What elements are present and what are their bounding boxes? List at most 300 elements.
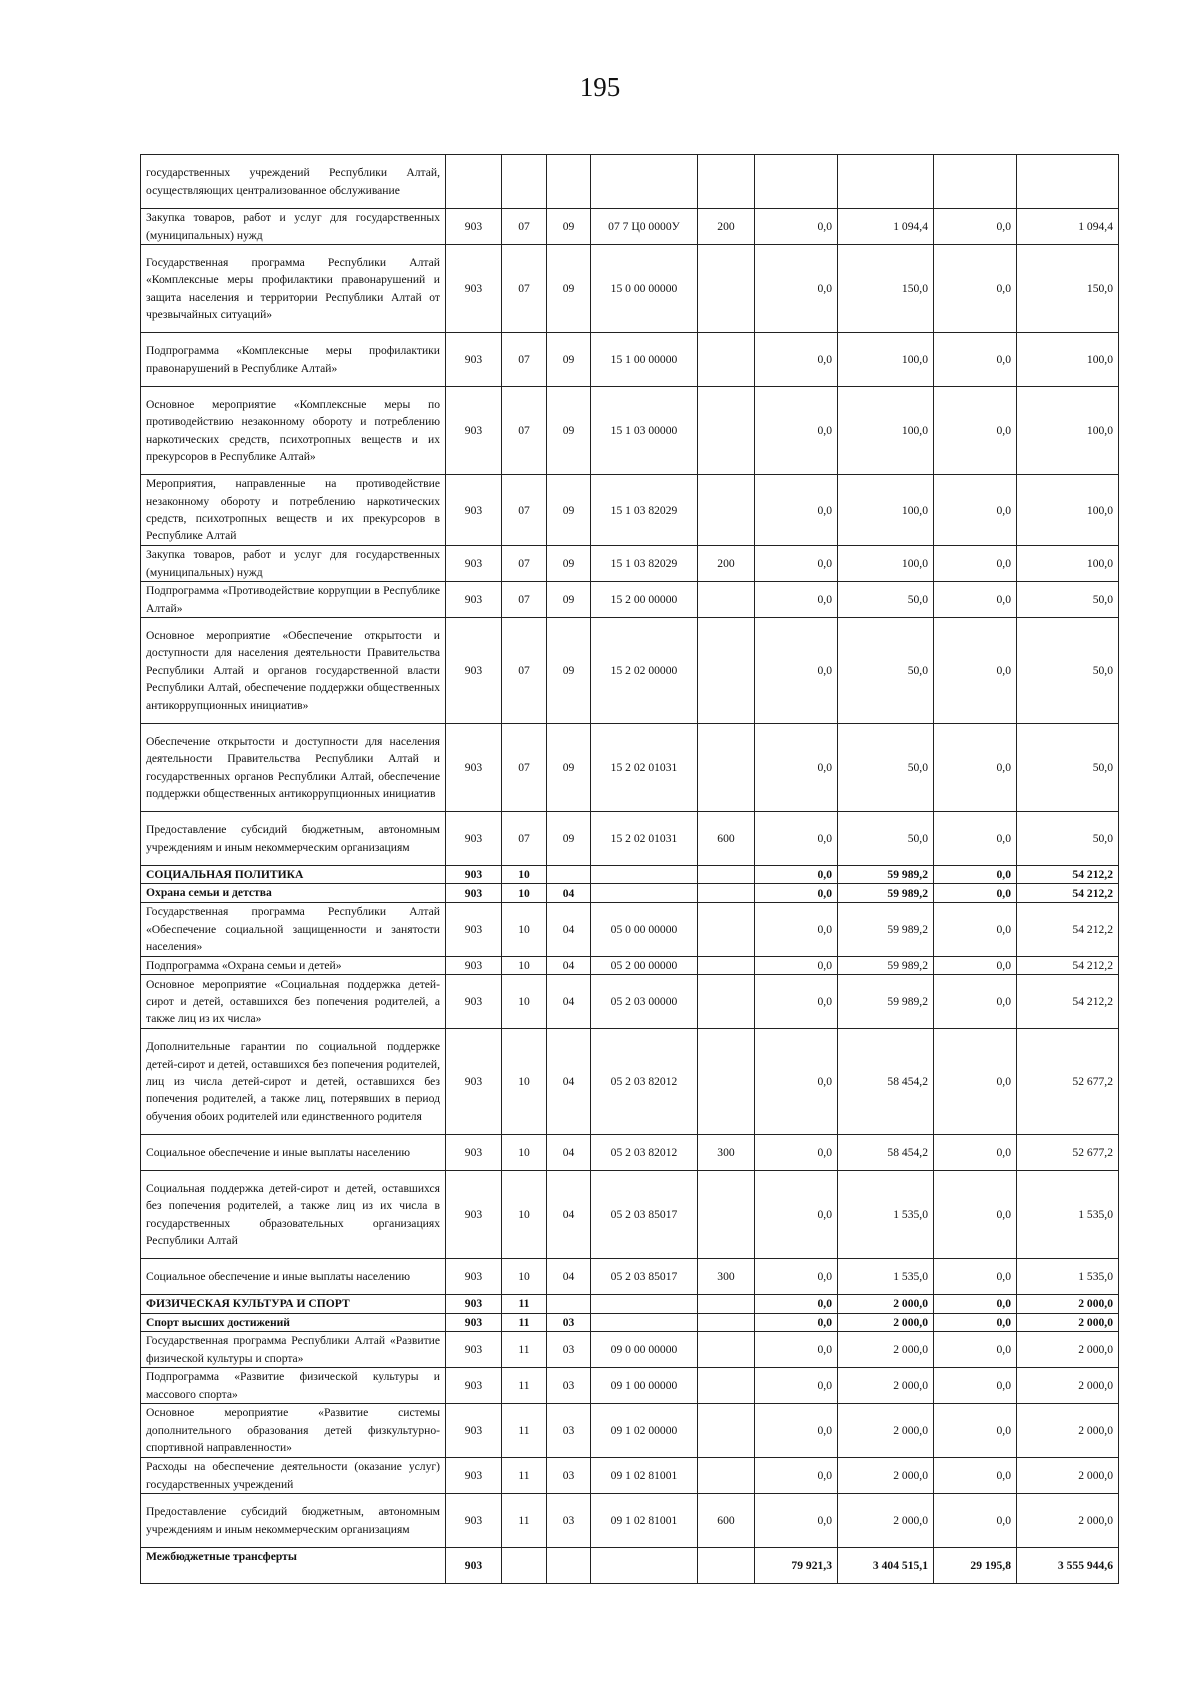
row-target-article-cell: 09 1 02 81001 <box>591 1494 698 1548</box>
row-value-2-cell: 59 989,2 <box>838 884 934 902</box>
row-section-cell: 10 <box>502 1259 547 1295</box>
row-ved-cell: 903 <box>446 475 502 546</box>
row-expense-type-cell <box>698 724 755 812</box>
row-value-2-cell: 1 094,4 <box>838 209 934 245</box>
row-target-article-cell: 15 1 03 82029 <box>591 546 698 582</box>
row-target-article-cell: 15 1 03 82029 <box>591 475 698 546</box>
row-value-2-cell: 150,0 <box>838 245 934 333</box>
row-name-cell: Государственная программа Республики Алтай «Обеспечение социальной защищенности и занятости населения» <box>141 902 446 956</box>
row-value-4-cell: 1 535,0 <box>1017 1259 1119 1295</box>
row-target-article-cell <box>591 1548 698 1584</box>
row-name-cell: Предоставление субсидий бюджетным, автономным учреждениям и иным некоммерческим организациям <box>141 1494 446 1548</box>
table-row <box>141 1332 1119 1368</box>
row-value-1-cell: 0,0 <box>755 1259 838 1295</box>
row-value-1-cell: 0,0 <box>755 1313 838 1331</box>
row-target-article-cell: 05 2 03 82012 <box>591 1135 698 1171</box>
row-expense-type-cell: 600 <box>698 1494 755 1548</box>
row-target-article-cell: 09 1 00 00000 <box>591 1368 698 1404</box>
row-name-cell: Обеспечение открытости и доступности для населения деятельности Правительства Республики Алтай и государственных органов Республики Алтай, обеспечение поддержки общественных антикоррупционных инициатив <box>141 724 446 812</box>
row-value-2-cell: 2 000,0 <box>838 1313 934 1331</box>
row-section-cell: 07 <box>502 209 547 245</box>
row-value-1-cell: 79 921,3 <box>755 1548 838 1584</box>
row-value-2-cell: 2 000,0 <box>838 1295 934 1313</box>
row-subsection-cell: 04 <box>547 1135 591 1171</box>
row-ved-cell <box>446 155 502 209</box>
row-expense-type-cell <box>698 1548 755 1584</box>
table-row <box>141 546 1119 582</box>
row-expense-type-cell <box>698 1458 755 1494</box>
row-value-3-cell: 0,0 <box>934 1494 1017 1548</box>
row-name-cell: Закупка товаров, работ и услуг для государственных (муниципальных) нужд <box>141 546 446 582</box>
row-section-cell: 07 <box>502 582 547 618</box>
table-row <box>141 1259 1119 1295</box>
row-subsection-cell: 09 <box>547 618 591 724</box>
row-target-article-cell <box>591 1295 698 1313</box>
row-section-cell: 10 <box>502 975 547 1029</box>
row-expense-type-cell: 300 <box>698 1259 755 1295</box>
row-value-2-cell: 3 404 515,1 <box>838 1548 934 1584</box>
row-expense-type-cell <box>698 1332 755 1368</box>
row-value-3-cell: 0,0 <box>934 1171 1017 1259</box>
row-target-article-cell: 07 7 Ц0 0000У <box>591 209 698 245</box>
row-target-article-cell: 15 2 00 00000 <box>591 582 698 618</box>
row-value-2-cell: 58 454,2 <box>838 1135 934 1171</box>
row-ved-cell: 903 <box>446 1548 502 1584</box>
row-section-cell <box>502 1548 547 1584</box>
row-subsection-cell: 09 <box>547 724 591 812</box>
row-subsection-cell <box>547 155 591 209</box>
row-subsection-cell: 04 <box>547 884 591 902</box>
row-value-2-cell: 2 000,0 <box>838 1368 934 1404</box>
row-name-cell: Подпрограмма «Развитие физической культуры и массового спорта» <box>141 1368 446 1404</box>
row-value-1-cell: 0,0 <box>755 582 838 618</box>
row-section-cell: 11 <box>502 1295 547 1313</box>
row-ved-cell: 903 <box>446 1368 502 1404</box>
row-value-1-cell: 0,0 <box>755 902 838 956</box>
page-number: 195 <box>579 72 621 102</box>
row-value-3-cell: 29 195,8 <box>934 1548 1017 1584</box>
row-value-1-cell: 0,0 <box>755 1135 838 1171</box>
row-value-2-cell: 100,0 <box>838 333 934 387</box>
row-subsection-cell: 04 <box>547 1171 591 1259</box>
row-ved-cell: 903 <box>446 1295 502 1313</box>
row-name-cell: Социальное обеспечение и иные выплаты населению <box>141 1135 446 1171</box>
table-row <box>141 866 1119 884</box>
row-value-3-cell: 0,0 <box>934 1404 1017 1458</box>
row-expense-type-cell <box>698 618 755 724</box>
row-value-1-cell: 0,0 <box>755 209 838 245</box>
row-value-4-cell: 100,0 <box>1017 546 1119 582</box>
row-section-cell: 10 <box>502 884 547 902</box>
row-target-article-cell <box>591 884 698 902</box>
row-section-cell: 07 <box>502 812 547 866</box>
row-target-article-cell <box>591 1313 698 1331</box>
row-ved-cell: 903 <box>446 1135 502 1171</box>
table-row <box>141 975 1119 1029</box>
row-value-3-cell: 0,0 <box>934 1295 1017 1313</box>
row-section-cell: 07 <box>502 724 547 812</box>
row-section-cell: 07 <box>502 618 547 724</box>
row-subsection-cell: 04 <box>547 1259 591 1295</box>
row-value-3-cell: 0,0 <box>934 866 1017 884</box>
row-value-1-cell: 0,0 <box>755 546 838 582</box>
row-value-2-cell: 2 000,0 <box>838 1458 934 1494</box>
row-value-1-cell: 0,0 <box>755 1458 838 1494</box>
row-target-article-cell: 15 2 02 01031 <box>591 812 698 866</box>
table-row <box>141 155 1119 209</box>
row-value-4-cell: 54 212,2 <box>1017 866 1119 884</box>
row-name-cell: Закупка товаров, работ и услуг для государственных (муниципальных) нужд <box>141 209 446 245</box>
row-value-4-cell: 54 212,2 <box>1017 975 1119 1029</box>
row-ved-cell: 903 <box>446 209 502 245</box>
row-value-4-cell: 100,0 <box>1017 387 1119 475</box>
row-value-1-cell: 0,0 <box>755 1494 838 1548</box>
row-target-article-cell: 15 0 00 00000 <box>591 245 698 333</box>
row-value-2-cell: 58 454,2 <box>838 1029 934 1135</box>
row-name-cell: Мероприятия, направленные на противодействие незаконному обороту и потреблению наркотических средств, психотропных веществ и их прекурсоров в Республике Алтай <box>141 475 446 546</box>
row-value-1-cell: 0,0 <box>755 866 838 884</box>
row-subsection-cell <box>547 1548 591 1584</box>
row-ved-cell: 903 <box>446 618 502 724</box>
row-subsection-cell: 03 <box>547 1404 591 1458</box>
table-row <box>141 724 1119 812</box>
row-value-1-cell: 0,0 <box>755 1029 838 1135</box>
row-value-4-cell: 2 000,0 <box>1017 1368 1119 1404</box>
row-expense-type-cell <box>698 155 755 209</box>
row-section-cell: 07 <box>502 546 547 582</box>
row-expense-type-cell <box>698 1368 755 1404</box>
row-ved-cell: 903 <box>446 902 502 956</box>
row-section-cell: 11 <box>502 1368 547 1404</box>
row-target-article-cell: 05 2 03 85017 <box>591 1259 698 1295</box>
table-row <box>141 475 1119 546</box>
row-value-2-cell: 100,0 <box>838 387 934 475</box>
row-section-cell: 11 <box>502 1458 547 1494</box>
row-name-cell: СОЦИАЛЬНАЯ ПОЛИТИКА <box>141 866 446 884</box>
row-value-3-cell <box>934 155 1017 209</box>
row-value-4-cell: 2 000,0 <box>1017 1295 1119 1313</box>
table-row <box>141 387 1119 475</box>
row-value-4-cell: 1 094,4 <box>1017 209 1119 245</box>
row-value-4-cell: 3 555 944,6 <box>1017 1548 1119 1584</box>
row-subsection-cell: 04 <box>547 956 591 974</box>
row-value-1-cell: 0,0 <box>755 956 838 974</box>
row-ved-cell: 903 <box>446 387 502 475</box>
row-value-3-cell: 0,0 <box>934 1458 1017 1494</box>
row-subsection-cell: 04 <box>547 1029 591 1135</box>
row-name-cell: Государственная программа Республики Алтай «Комплексные меры профилактики правонарушений и защита населения и территории Республики Алтай от чрезвычайных ситуаций» <box>141 245 446 333</box>
table-row <box>141 209 1119 245</box>
row-name-cell: Подпрограмма «Комплексные меры профилактики правонарушений в Республике Алтай» <box>141 333 446 387</box>
row-target-article-cell <box>591 155 698 209</box>
row-section-cell: 07 <box>502 387 547 475</box>
row-value-4-cell: 50,0 <box>1017 724 1119 812</box>
row-value-1-cell: 0,0 <box>755 1171 838 1259</box>
row-name-cell: Основное мероприятие «Обеспечение открытости и доступности для населения деятельности Правительства Республики Алтай и органов государственной власти Республики Алтай, обеспечение поддержки общественных антикоррупционных инициатив» <box>141 618 446 724</box>
row-section-cell: 10 <box>502 956 547 974</box>
row-value-2-cell: 100,0 <box>838 475 934 546</box>
row-ved-cell: 903 <box>446 1313 502 1331</box>
row-value-3-cell: 0,0 <box>934 956 1017 974</box>
budget-table-body <box>141 155 1119 1584</box>
row-ved-cell: 903 <box>446 245 502 333</box>
row-value-4-cell: 2 000,0 <box>1017 1404 1119 1458</box>
table-row <box>141 618 1119 724</box>
row-name-cell: Межбюджетные трансферты <box>141 1548 446 1584</box>
row-subsection-cell: 04 <box>547 902 591 956</box>
row-value-1-cell: 0,0 <box>755 333 838 387</box>
row-value-4-cell: 2 000,0 <box>1017 1494 1119 1548</box>
row-target-article-cell: 05 2 00 00000 <box>591 956 698 974</box>
row-name-cell: Дополнительные гарантии по социальной поддержке детей-сирот и детей, оставшихся без попечения родителей, лиц из числа детей-сирот и детей, оставшихся без попечения родителей, а также лиц, потерявших в период обучения обоих родителей или единственного родителя <box>141 1029 446 1135</box>
row-expense-type-cell: 300 <box>698 1135 755 1171</box>
row-subsection-cell: 09 <box>547 475 591 546</box>
row-ved-cell: 903 <box>446 975 502 1029</box>
row-value-4-cell: 54 212,2 <box>1017 956 1119 974</box>
row-value-3-cell: 0,0 <box>934 333 1017 387</box>
row-value-1-cell: 0,0 <box>755 1332 838 1368</box>
row-subsection-cell: 09 <box>547 245 591 333</box>
row-value-4-cell: 2 000,0 <box>1017 1458 1119 1494</box>
row-value-4-cell: 100,0 <box>1017 333 1119 387</box>
row-value-1-cell: 0,0 <box>755 1404 838 1458</box>
row-target-article-cell: 05 0 00 00000 <box>591 902 698 956</box>
row-ved-cell: 903 <box>446 1171 502 1259</box>
row-value-1-cell: 0,0 <box>755 884 838 902</box>
row-name-cell: Основное мероприятие «Комплексные меры по противодействию незаконному обороту и потреблению наркотических средств, психотропных веществ и их прекурсоров в Республике Алтай» <box>141 387 446 475</box>
row-value-1-cell: 0,0 <box>755 475 838 546</box>
row-name-cell: Социальное обеспечение и иные выплаты населению <box>141 1259 446 1295</box>
table-row <box>141 333 1119 387</box>
row-value-3-cell: 0,0 <box>934 724 1017 812</box>
row-name-cell: Спорт высших достижений <box>141 1313 446 1331</box>
row-expense-type-cell <box>698 1029 755 1135</box>
row-ved-cell: 903 <box>446 546 502 582</box>
row-ved-cell: 903 <box>446 1494 502 1548</box>
row-value-4-cell <box>1017 155 1119 209</box>
row-target-article-cell: 09 0 00 00000 <box>591 1332 698 1368</box>
row-name-cell: Государственная программа Республики Алтай «Развитие физической культуры и спорта» <box>141 1332 446 1368</box>
row-target-article-cell: 09 1 02 00000 <box>591 1404 698 1458</box>
row-value-1-cell: 0,0 <box>755 245 838 333</box>
table-row <box>141 1171 1119 1259</box>
row-value-2-cell <box>838 155 934 209</box>
row-value-2-cell: 100,0 <box>838 546 934 582</box>
row-expense-type-cell <box>698 902 755 956</box>
row-name-cell: Подпрограмма «Противодействие коррупции в Республике Алтай» <box>141 582 446 618</box>
row-ved-cell: 903 <box>446 1259 502 1295</box>
row-value-1-cell: 0,0 <box>755 1295 838 1313</box>
row-ved-cell: 903 <box>446 1458 502 1494</box>
table-row <box>141 1494 1119 1548</box>
row-value-2-cell: 2 000,0 <box>838 1494 934 1548</box>
row-value-2-cell: 50,0 <box>838 812 934 866</box>
row-value-3-cell: 0,0 <box>934 902 1017 956</box>
row-target-article-cell: 15 1 00 00000 <box>591 333 698 387</box>
row-subsection-cell: 09 <box>547 812 591 866</box>
row-subsection-cell: 03 <box>547 1494 591 1548</box>
row-name-cell: Подпрограмма «Охрана семьи и детей» <box>141 956 446 974</box>
row-target-article-cell: 15 2 02 01031 <box>591 724 698 812</box>
row-section-cell: 10 <box>502 866 547 884</box>
row-target-article-cell: 15 2 02 00000 <box>591 618 698 724</box>
row-value-4-cell: 2 000,0 <box>1017 1313 1119 1331</box>
row-section-cell <box>502 155 547 209</box>
row-value-3-cell: 0,0 <box>934 1332 1017 1368</box>
row-ved-cell: 903 <box>446 1332 502 1368</box>
row-expense-type-cell <box>698 1313 755 1331</box>
row-value-3-cell: 0,0 <box>934 1135 1017 1171</box>
budget-table <box>140 154 1119 1584</box>
row-value-3-cell: 0,0 <box>934 546 1017 582</box>
row-value-1-cell: 0,0 <box>755 1368 838 1404</box>
row-name-cell: Социальная поддержка детей-сирот и детей, оставшихся без попечения родителей, а также лиц из их числа в государственных образовательных организациях Республики Алтай <box>141 1171 446 1259</box>
table-row <box>141 1368 1119 1404</box>
row-ved-cell: 903 <box>446 866 502 884</box>
row-expense-type-cell <box>698 1171 755 1259</box>
table-row <box>141 1295 1119 1313</box>
row-value-1-cell: 0,0 <box>755 975 838 1029</box>
row-section-cell: 10 <box>502 1029 547 1135</box>
row-value-3-cell: 0,0 <box>934 387 1017 475</box>
row-value-4-cell: 52 677,2 <box>1017 1029 1119 1135</box>
row-value-3-cell: 0,0 <box>934 1313 1017 1331</box>
row-section-cell: 11 <box>502 1494 547 1548</box>
row-subsection-cell <box>547 866 591 884</box>
row-subsection-cell: 03 <box>547 1458 591 1494</box>
row-value-4-cell: 50,0 <box>1017 812 1119 866</box>
table-row <box>141 1029 1119 1135</box>
row-expense-type-cell <box>698 1295 755 1313</box>
row-ved-cell: 903 <box>446 1029 502 1135</box>
row-subsection-cell <box>547 1295 591 1313</box>
row-expense-type-cell: 200 <box>698 209 755 245</box>
row-ved-cell: 903 <box>446 956 502 974</box>
row-expense-type-cell <box>698 387 755 475</box>
row-expense-type-cell <box>698 582 755 618</box>
table-row <box>141 1458 1119 1494</box>
table-row <box>141 812 1119 866</box>
row-section-cell: 11 <box>502 1404 547 1458</box>
row-value-3-cell: 0,0 <box>934 245 1017 333</box>
row-value-2-cell: 50,0 <box>838 724 934 812</box>
row-value-3-cell: 0,0 <box>934 209 1017 245</box>
row-expense-type-cell <box>698 956 755 974</box>
row-value-4-cell: 52 677,2 <box>1017 1135 1119 1171</box>
row-name-cell: Предоставление субсидий бюджетным, автономным учреждениям и иным некоммерческим организациям <box>141 812 446 866</box>
row-value-4-cell: 1 535,0 <box>1017 1171 1119 1259</box>
row-expense-type-cell <box>698 1404 755 1458</box>
table-row <box>141 1404 1119 1458</box>
row-subsection-cell: 09 <box>547 582 591 618</box>
row-name-cell: Охрана семьи и детства <box>141 884 446 902</box>
row-subsection-cell: 03 <box>547 1313 591 1331</box>
row-value-3-cell: 0,0 <box>934 1368 1017 1404</box>
row-section-cell: 07 <box>502 475 547 546</box>
row-ved-cell: 903 <box>446 884 502 902</box>
row-name-cell: Основное мероприятие «Развитие системы дополнительного образования детей физкультурно-спортивной направленности» <box>141 1404 446 1458</box>
row-value-2-cell: 59 989,2 <box>838 866 934 884</box>
row-value-2-cell: 59 989,2 <box>838 902 934 956</box>
row-target-article-cell: 05 2 03 00000 <box>591 975 698 1029</box>
row-value-4-cell: 54 212,2 <box>1017 902 1119 956</box>
row-subsection-cell: 04 <box>547 975 591 1029</box>
row-subsection-cell: 03 <box>547 1332 591 1368</box>
row-expense-type-cell <box>698 333 755 387</box>
row-value-4-cell: 100,0 <box>1017 475 1119 546</box>
row-ved-cell: 903 <box>446 1404 502 1458</box>
row-value-1-cell: 0,0 <box>755 724 838 812</box>
row-value-2-cell: 50,0 <box>838 582 934 618</box>
row-value-3-cell: 0,0 <box>934 812 1017 866</box>
row-value-2-cell: 59 989,2 <box>838 975 934 1029</box>
row-value-3-cell: 0,0 <box>934 1029 1017 1135</box>
row-value-4-cell: 2 000,0 <box>1017 1332 1119 1368</box>
row-target-article-cell: 05 2 03 85017 <box>591 1171 698 1259</box>
row-name-cell: ФИЗИЧЕСКАЯ КУЛЬТУРА И СПОРТ <box>141 1295 446 1313</box>
table-row <box>141 1548 1119 1584</box>
row-value-2-cell: 50,0 <box>838 618 934 724</box>
row-expense-type-cell: 600 <box>698 812 755 866</box>
row-expense-type-cell <box>698 866 755 884</box>
table-row <box>141 1135 1119 1171</box>
row-target-article-cell: 05 2 03 82012 <box>591 1029 698 1135</box>
row-ved-cell: 903 <box>446 812 502 866</box>
row-value-1-cell: 0,0 <box>755 618 838 724</box>
row-section-cell: 07 <box>502 245 547 333</box>
row-subsection-cell: 03 <box>547 1368 591 1404</box>
table-row <box>141 245 1119 333</box>
row-value-1-cell: 0,0 <box>755 387 838 475</box>
row-expense-type-cell <box>698 245 755 333</box>
row-target-article-cell <box>591 866 698 884</box>
row-name-cell: Основное мероприятие «Социальная поддержка детей-сирот и детей, оставшихся без попечения родителей, а также лиц из их числа» <box>141 975 446 1029</box>
row-expense-type-cell: 200 <box>698 546 755 582</box>
row-ved-cell: 903 <box>446 333 502 387</box>
row-value-2-cell: 1 535,0 <box>838 1259 934 1295</box>
row-expense-type-cell <box>698 475 755 546</box>
row-value-2-cell: 1 535,0 <box>838 1171 934 1259</box>
table-row <box>141 1313 1119 1331</box>
row-subsection-cell: 09 <box>547 546 591 582</box>
row-subsection-cell: 09 <box>547 333 591 387</box>
row-subsection-cell: 09 <box>547 209 591 245</box>
row-value-3-cell: 0,0 <box>934 582 1017 618</box>
row-value-3-cell: 0,0 <box>934 975 1017 1029</box>
table-row <box>141 884 1119 902</box>
row-value-2-cell: 2 000,0 <box>838 1404 934 1458</box>
row-name-cell: государственных учреждений Республики Алтай, осуществляющих централизованное обслуживание <box>141 155 446 209</box>
row-value-4-cell: 50,0 <box>1017 618 1119 724</box>
row-section-cell: 11 <box>502 1313 547 1331</box>
table-row <box>141 582 1119 618</box>
row-subsection-cell: 09 <box>547 387 591 475</box>
row-value-3-cell: 0,0 <box>934 1259 1017 1295</box>
row-value-3-cell: 0,0 <box>934 884 1017 902</box>
row-section-cell: 10 <box>502 1171 547 1259</box>
row-section-cell: 10 <box>502 1135 547 1171</box>
row-value-3-cell: 0,0 <box>934 475 1017 546</box>
row-section-cell: 10 <box>502 902 547 956</box>
row-value-4-cell: 50,0 <box>1017 582 1119 618</box>
row-value-4-cell: 54 212,2 <box>1017 884 1119 902</box>
row-value-4-cell: 150,0 <box>1017 245 1119 333</box>
row-target-article-cell: 09 1 02 81001 <box>591 1458 698 1494</box>
row-value-1-cell <box>755 155 838 209</box>
table-row <box>141 956 1119 974</box>
row-section-cell: 07 <box>502 333 547 387</box>
row-value-2-cell: 59 989,2 <box>838 956 934 974</box>
